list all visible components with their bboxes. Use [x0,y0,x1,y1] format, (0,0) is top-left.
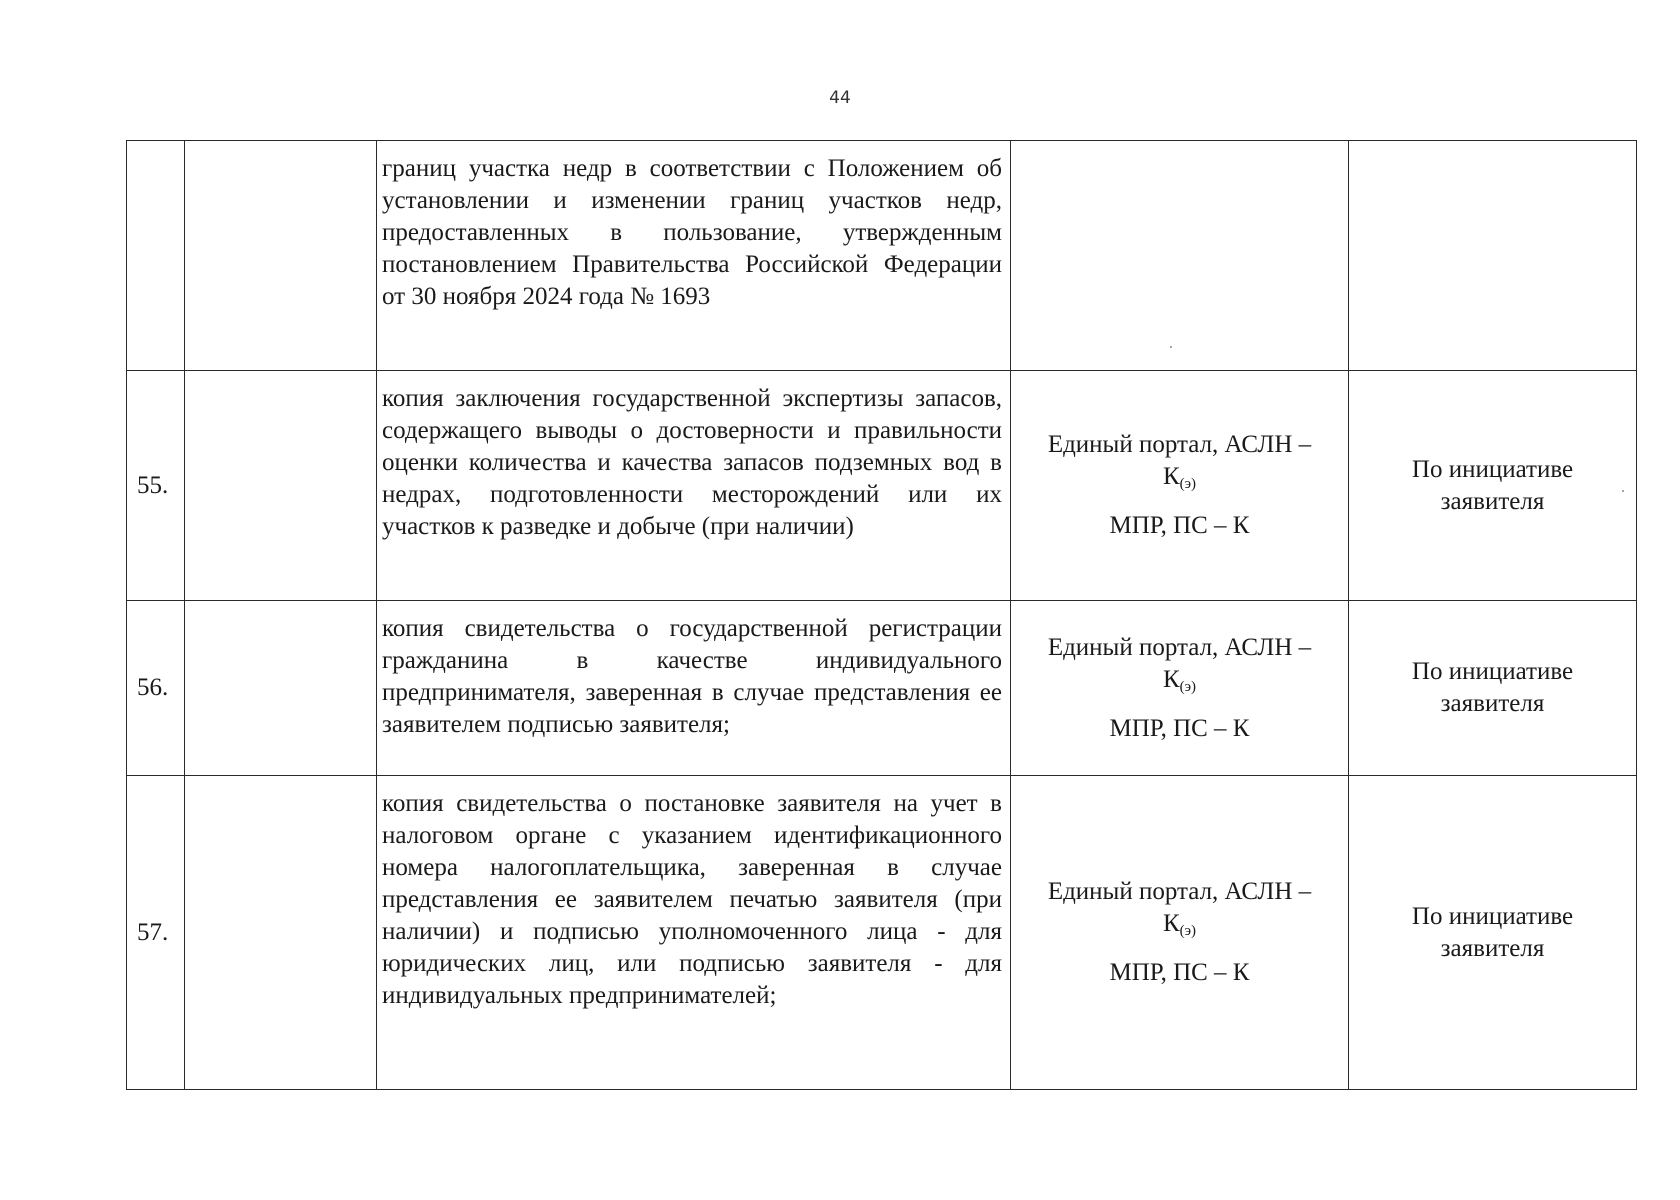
source-cell [1011,371,1349,601]
source-cell [1011,601,1349,776]
source-line-3: МПР, ПС – К [1109,714,1250,742]
source-line-2 [1021,908,1338,947]
page-number: 44 [829,88,851,108]
source-cell [1011,776,1349,1090]
row-number: 56. [127,601,185,776]
blank-cell [185,601,377,776]
blank-cell [185,776,377,1090]
source-letter: К [1162,910,1180,937]
row-description [377,601,1011,776]
row-number: 57. [127,776,185,1090]
source-line-3: МПР, ПС – К [1109,512,1250,539]
row-description [377,141,1011,371]
source-cell [1011,141,1349,371]
source-subscript: (э) [1179,678,1197,695]
initiative-line-1: По инициативе [1411,658,1574,685]
source-letter: К [1162,463,1180,490]
description-text: копия свидетельства о постановке заявителя на учет в налоговом органе с указанием идентификационного номера налогоплательщика, заверенная в случае представления ее заявителем печатью заявителя (при наличии) и подписью уполномоченного лица - для юридических лиц, или подписью заявителя - для индивидуальных предпринимателей; [382,790,1002,1009]
source-letter: К [1162,665,1180,693]
table-row [127,141,1637,371]
initiative-cell [1349,371,1637,601]
description-text: копия заключения государственной экспертизы запасов, содержащего выводы о достоверности и правильности оценки количества и качества запасов подземных вод в недрах, подготовленности месторождений или их участков к разведке и добыче (при наличии) [382,385,1002,540]
table-row [127,371,1637,601]
requirements-table [126,140,1637,1090]
scan-speck [1170,346,1172,348]
blank-cell [185,141,377,371]
source-line-3: МПР, ПС – К [1109,959,1250,986]
initiative-line-2: заявителя [1440,690,1545,717]
initiative-line-1: По инициативе [1411,455,1574,483]
row-number [127,141,185,371]
row-description [377,371,1011,601]
source-line-2 [1021,664,1338,703]
blank-cell [185,371,377,601]
source-line-1: Единый портал, АСЛН – [1047,431,1312,458]
initiative-line-2: заявителя [1440,934,1545,962]
source-line-1: Единый портал, АСЛН – [1047,633,1312,661]
table-row [127,776,1637,1090]
row-description [377,776,1011,1090]
initiative-cell [1349,141,1637,371]
source-subscript: (э) [1179,923,1197,939]
description-text: копия свидетельства о государственной регистрации гражданина в качестве индивидуального предпринимателя, заверенная в случае представления ее заявителем подписью заявителя; [382,615,1002,738]
source-subscript: (э) [1179,476,1197,492]
initiative-cell [1349,601,1637,776]
initiative-cell [1349,776,1637,1090]
table-row [127,601,1637,776]
description-text: границ участка недр в соответствии с Положением об установлении и изменении границ участков недр, предоставленных в пользование, утвержденным постановлением Правительства Российской Федерации от 30 ноября 2024 года № 1693 [382,155,1002,310]
source-line-1: Единый портал, АСЛН – [1047,878,1312,905]
source-line-2 [1021,461,1338,500]
row-number: 55. [127,371,185,601]
scan-speck [1622,490,1624,492]
initiative-line-2: заявителя [1440,487,1545,515]
initiative-line-1: По инициативе [1411,902,1574,930]
